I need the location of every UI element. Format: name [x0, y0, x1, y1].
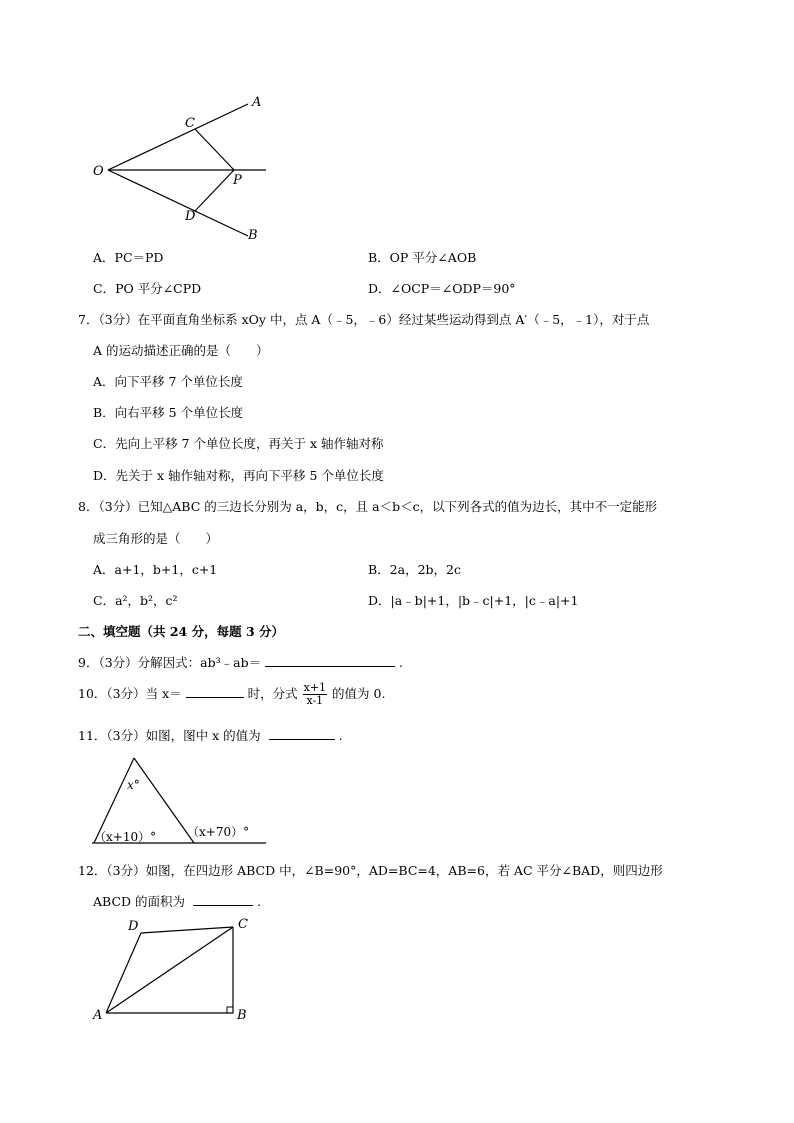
q10-pre: 10．（3分）当 x＝ [78, 686, 182, 701]
q10 [78, 682, 385, 707]
q9 [78, 653, 403, 671]
q9-answer-blank[interactable] [265, 654, 395, 667]
q11 [78, 726, 343, 744]
q7-option-d: D．先关于 x 轴作轴对称，再向下平移 5 个单位长度 [93, 468, 384, 483]
q7-option-b: B．向右平移 5 个单位长度 [93, 405, 244, 420]
section-heading: 二、填空题（共 24 分，每题 3 分） [78, 624, 285, 639]
q8-option-c: C．a²，b²，c² [93, 593, 178, 608]
q11-end: . [338, 728, 343, 743]
q12-answer-blank[interactable] [193, 893, 253, 906]
label-O: O [93, 164, 104, 179]
label-P: P [233, 173, 242, 188]
q8-stem-line1: 8．（3分）已知△ABC 的三边长分别为 a，b，c，且 a＜b＜c，以下列各式的值为边长，其中不一定能形 [78, 499, 658, 514]
q10-answer-blank[interactable] [186, 685, 244, 698]
q6-option-c: C．PO 平分∠CPD [93, 281, 202, 296]
q6-option-d: D．∠OCP＝∠ODP＝90° [368, 281, 516, 296]
label-D: D [185, 209, 196, 224]
label-C: C [238, 917, 248, 932]
q10-numerator: x+1 [303, 681, 327, 694]
label-D: D [128, 919, 139, 934]
q9-end: . [399, 655, 404, 670]
angle-top-label: x° [127, 778, 140, 792]
label-A: A [252, 95, 262, 110]
q10-post: 的值为 0. [332, 686, 386, 701]
q7-stem-line2: A 的运动描述正确的是（ ） [93, 343, 269, 358]
q10-mid: 时，分式 [247, 686, 298, 701]
label-C: C [185, 116, 195, 131]
label-B: B [248, 228, 258, 243]
label-A: A [93, 1008, 103, 1023]
q6-option-a: A．PC＝PD [93, 250, 164, 265]
q8-option-b: B．2a，2b，2c [368, 562, 461, 577]
angle-left-label: （x+10）° [94, 830, 157, 844]
figure-triangle [88, 752, 268, 847]
q10-denominator: x-1 [306, 694, 324, 707]
q12-stem-line1: 12．（3分）如图，在四边形 ABCD 中，∠B=90°，AD=BC=4，AB=6，若 AC 平分∠BAD，则四边形 [78, 863, 663, 878]
q12-end: . [256, 894, 261, 909]
q8-option-a: A．a+1，b+1，c+1 [93, 562, 218, 577]
q8-option-d: D．|a﹣b|+1，|b﹣c|+1，|c﹣a|+1 [368, 593, 579, 608]
q12-text: ABCD 的面积为 [93, 894, 186, 909]
label-B: B [237, 1008, 247, 1023]
angle-right-label: （x+70）° [187, 825, 250, 839]
q12-stem-line2 [93, 892, 261, 910]
figure-quadrilateral [90, 913, 260, 1023]
q6-option-b: B．OP 平分∠AOB [368, 250, 477, 265]
q11-answer-blank[interactable] [269, 727, 335, 740]
q8-stem-line2: 成三角形的是（ ） [93, 531, 219, 546]
q11-text: 11．（3分）如图，图中 x 的值为 [78, 728, 261, 743]
q9-text: 9．（3分）分解因式：ab³﹣ab＝ [78, 655, 262, 670]
q7-option-a: A．向下平移 7 个单位长度 [93, 374, 243, 389]
q7-option-c: C．先向上平移 7 个单位长度，再关于 x 轴作轴对称 [93, 436, 384, 451]
q10-fraction [303, 682, 327, 707]
figure-angle-bisector [88, 90, 278, 245]
q7-stem-line1: 7．（3分）在平面直角坐标系 xOy 中，点 A（﹣5，﹣6）经过某些运动得到点 A′（﹣5，﹣1），对于点 [78, 312, 650, 327]
